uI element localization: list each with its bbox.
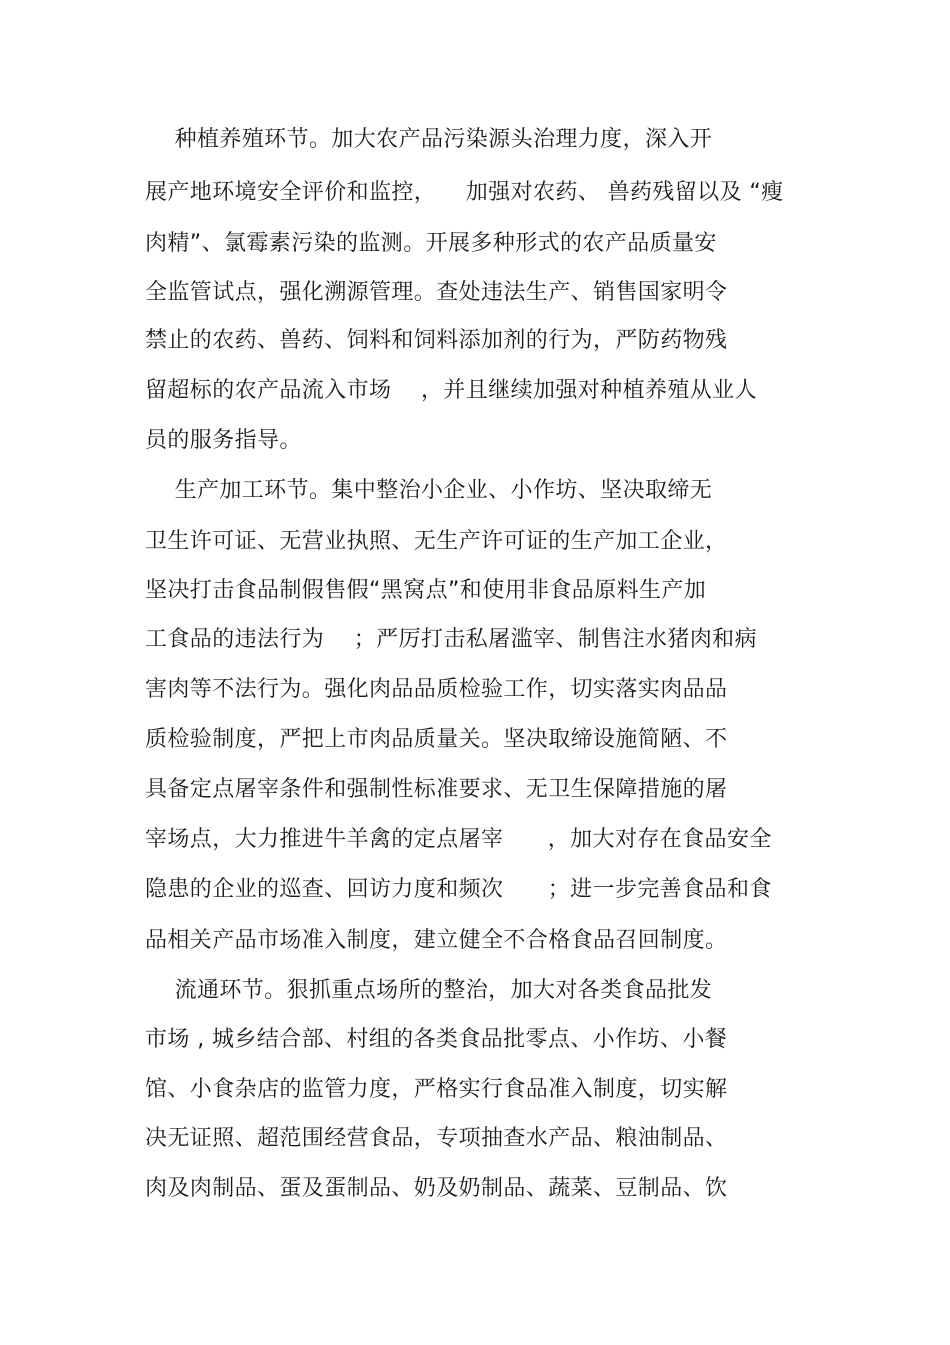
paragraph-1-line-7: 员的服务指导。 — [145, 428, 302, 453]
paragraph-2-line-3: 坚决打击食品制假售假“黑窝点”和使用非食品原料生产加 — [145, 578, 707, 603]
paragraph-1-line-5: 禁止的农药、兽药、饲料和饲料添加剂的行为，严防药物残 — [145, 328, 728, 353]
paragraph-2-line-7: 具备定点屠宰条件和强制性标准要求、无卫生保障措施的屠 — [145, 777, 728, 802]
paragraph-3-line-3: 馆、小食杂店的监管力度，严格实行食品准入制度，切实解 — [145, 1077, 728, 1102]
paragraph-2-line-2: 卫生许可证、无营业执照、无生产许可证的生产加工企业， — [145, 529, 728, 554]
paragraph-1-line-2: 展产地环境安全评价和监控， 加强对农药、 兽药残留以及 “瘦 — [145, 180, 784, 205]
paragraph-2-line-6: 质检验制度，严把上市肉品质量关。坚决取缔设施简陋、不 — [145, 727, 728, 752]
paragraph-1-line-6: 留超标的农产品流入市场 ，并且继续加强对种植养殖从业人 — [145, 378, 757, 403]
paragraph-3-line-1: 流通环节。狠抓重点场所的整治，加大对各类食品批发 — [145, 978, 713, 1003]
paragraph-2-line-9: 隐患的企业的巡查、回访力度和频次 ；进一步完善食品和食 — [145, 877, 772, 902]
paragraph-2-line-10: 品相关产品市场准入制度，建立健全不合格食品召回制度。 — [145, 928, 728, 953]
paragraph-3-line-4: 决无证照、超范围经营食品，专项抽查水产品、粮油制品、 — [145, 1126, 728, 1151]
paragraph-1-line-3: 肉精”、氯霉素污染的监测。开展多种形式的农产品质量安 — [145, 231, 717, 256]
paragraph-1-line-1: 种植养殖环节。加大农产品污染源头治理力度，深入开 — [145, 127, 713, 152]
paragraph-2-line-4: 工食品的违法行为 ；严厉打击私屠滥宰、制售注水猪肉和病 — [145, 627, 757, 652]
paragraph-3-line-2: 市场 , 城乡结合部、村组的各类食品批零点、小作坊、小餐 — [145, 1027, 728, 1052]
paragraph-3-line-5: 肉及肉制品、蛋及蛋制品、奶及奶制品、蔬菜、豆制品、饮 — [145, 1176, 728, 1201]
paragraph-1-line-4: 全监管试点，强化溯源管理。查处违法生产、销售国家明令 — [145, 280, 728, 305]
paragraph-2-line-5: 害肉等不法行为。强化肉品品质检验工作，切实落实肉品品 — [145, 677, 728, 702]
paragraph-2-line-1: 生产加工环节。集中整治小企业、小作坊、坚决取缔无 — [145, 478, 713, 503]
paragraph-2-line-8: 宰场点，大力推进牛羊禽的定点屠宰 ，加大对存在食品安全 — [145, 827, 772, 852]
